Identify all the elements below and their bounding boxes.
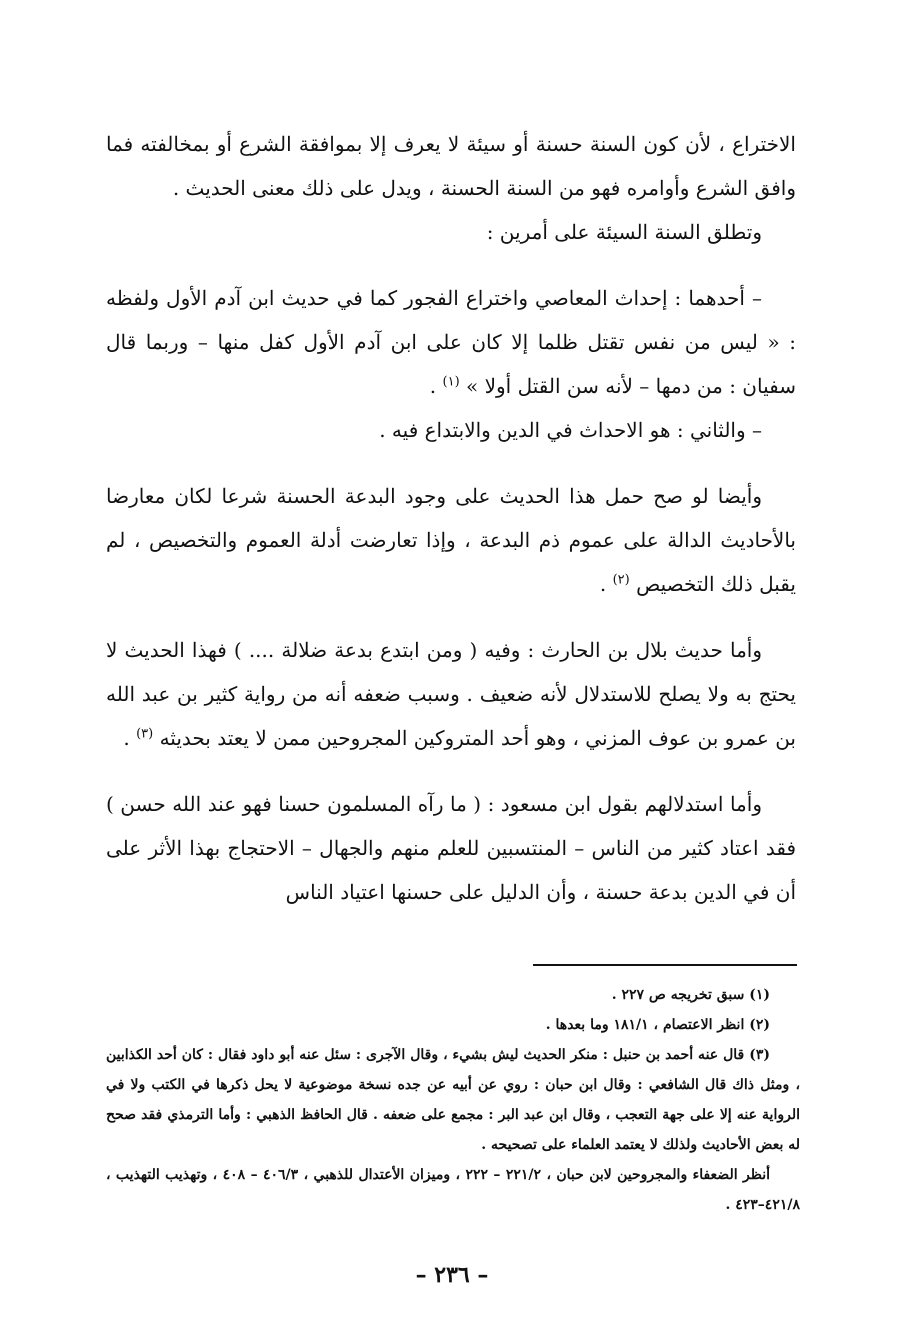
- footnotes: [106, 980, 800, 1220]
- paragraph-5-text: وأيضا لو صح حمل هذا الحديث على وجود البدعة الحسنة شرعا لكان معارضا بالأحاديث الدالة على عموم ذم البدعة ، وإذا تعارضت أدلة العموم والتخصيص ، لم يقبل ذلك التخصيص: [106, 484, 796, 596]
- paragraph-1: الاختراع ، لأن كون السنة حسنة أو سيئة لا يعرف إلا بموافقة الشرع أو بمخالفته فما وافق الشرع وأوامره فهو من السنة الحسنة ، ويدل على ذلك معنى الحديث .: [106, 132, 796, 200]
- paragraph-6: [106, 628, 796, 760]
- paragraph-3: [106, 276, 796, 408]
- footnote-ref-1[interactable]: (١): [442, 374, 460, 390]
- paragraph-5: [106, 474, 796, 606]
- footnote-3-continuation: أنظر الضعفاء والمجروحين لابن حبان ، ٢٢١/٢ – ٢٢٢ ، وميزان الأعتدال للذهبي ، ٤٠٦/٣ – ٤٠٨ ، وتهذيب التهذيب ، ٤٢١/٨–٤٢٣ .: [106, 1167, 800, 1213]
- paragraph-7: وأما استدلالهم بقول ابن مسعود : ( ما رآه المسلمون حسنا فهو عند الله حسن ) فقد اعتاد كثير من الناس – المنتسبين للعلم منهم والجهال – الاحتجاج بهذا الأثر على أن في الدين بدعة حسنة ، وأن الدليل على حسنها اعتياد الناس: [106, 792, 796, 904]
- paragraph-3-text: – أحدهما : إحداث المعاصي واختراع الفجور كما في حديث ابن آدم الأول ولفظه : « ليس من نفس تقتل ظلما إلا كان على ابن آدم الأول كفل منها – وربما قال سفيان : من دمها – لأنه سن القتل أولا »: [106, 286, 796, 398]
- paragraph-5-end: .: [599, 572, 613, 596]
- main-text: [106, 122, 796, 914]
- footnote-divider: [533, 964, 797, 966]
- footnote-3: (٣) قال عنه أحمد بن حنبل : منكر الحديث ليش بشيء ، وقال الآجرى : سئل عنه أبو داود فقال : كان أحد الكذابين ، ومثل ذاك قال الشافعي : وقال ابن حبان : روي عن أبيه عن جده نسخة موضوعية لا يحل ذكرها في الكتب ولا في الرواية عنه إلا على جهة التعجب ، وقال ابن عبد البر : مجمع على ضعفه . قال الحافظ الذهبي : وأما الترمذي فقد صحح له بعض الأحاديث ولذلك لا يعتمد العلماء على تصحيحه .: [106, 1047, 800, 1153]
- paragraph-6-end: .: [123, 726, 137, 750]
- footnote-1: (١) سبق تخريجه ص ٢٢٧ .: [611, 987, 770, 1003]
- paragraph-3-end: .: [429, 374, 443, 398]
- page-number: – ٢٣٦ –: [415, 1262, 489, 1288]
- paragraph-6-text: وأما حديث بلال بن الحارث : وفيه ( ومن ابتدع بدعة ضلالة .... ) فهذا الحديث لا يحتج به ولا يصلح للاستدلال لأنه ضعيف . وسبب ضعفه أنه من رواية كثير بن عبد الله بن عمرو بن عوف المزني ، وهو أحد المتروكين المجروحين ممن لا يعتد بحديثه: [106, 638, 796, 750]
- footnote-2: (٢) انظر الاعتصام ، ١٨١/١ وما بعدها .: [545, 1017, 770, 1033]
- footnote-ref-2[interactable]: (٢): [612, 572, 630, 588]
- paragraph-4: – والثاني : هو الاحداث في الدين والابتداع فيه .: [379, 418, 762, 442]
- footnote-ref-3[interactable]: (٣): [136, 726, 154, 742]
- paragraph-2: وتطلق السنة السيئة على أمرين :: [486, 220, 762, 244]
